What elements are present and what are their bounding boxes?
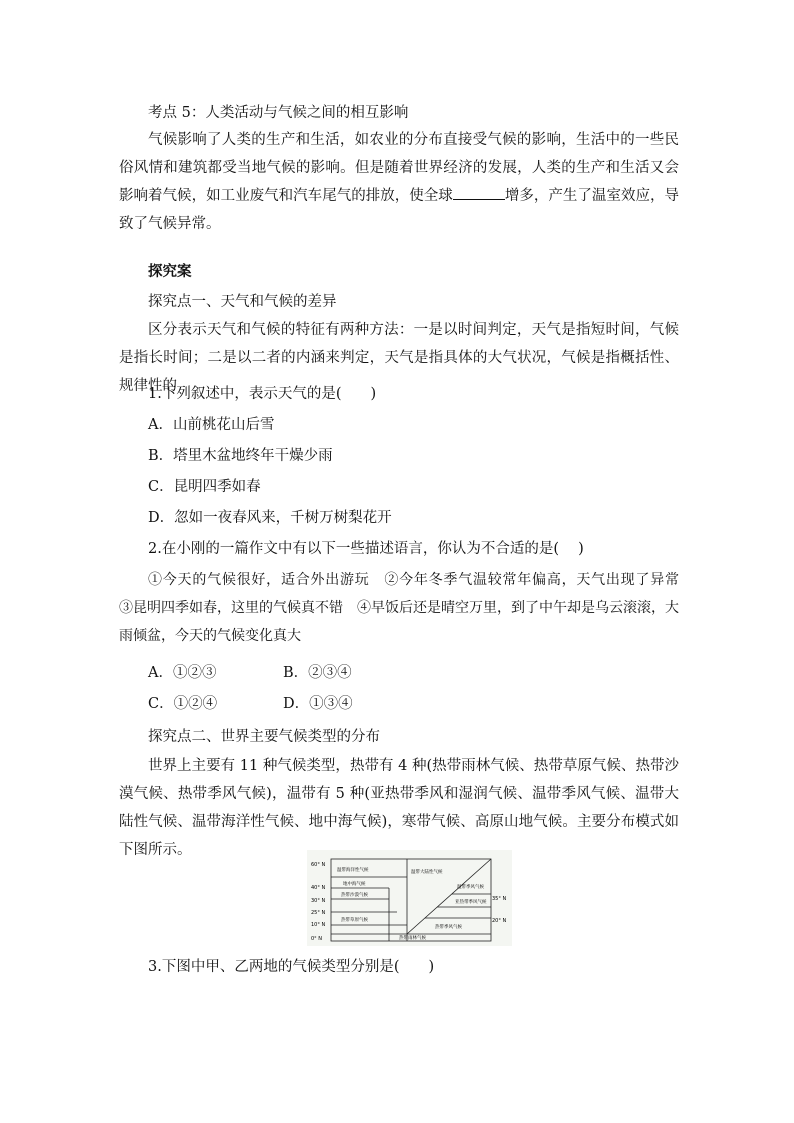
q2-stem: 2.在小刚的一篇作文中有以下一些描述语言，你认为不合适的是( ) [148, 541, 584, 557]
q1-option-d[interactable]: D．忽如一夜春风来，千树万树梨花开 [148, 510, 392, 526]
section5-heading: 考点 5：人类活动与气候之间的相互影响 [148, 105, 409, 121]
q2-options-row1 [148, 663, 216, 683]
lat-label-0: 0° N [311, 936, 323, 942]
inquiry-point2-text: 世界上主要有 11 种气候类型，热带有 4 种(热带雨林气候、热带草原气候、热带沙漠气候、热带季风气候)，温带有 5 种(亚热带季风和湿润气候、温带季风气候、温带大陆性气候、温带海洋性气候、地中海气候)，寒带气候、高原山地气候。主要分布模式如下图所示。 [119, 758, 679, 858]
inquiry-title: 探究案 [148, 263, 192, 280]
zone-tropical-monsoon: 热带季风气候 [435, 925, 462, 930]
lat-label-30: 30° N [311, 898, 326, 904]
q1-stem: 1.下列叙述中，表示天气的是( ) [148, 386, 377, 402]
lat-label-35-right: 35° N [492, 896, 507, 902]
inquiry-point1-text: 区分表示天气和气候的特征有两种方法：一是以时间判定，天气是指短时间，气候是指长时间；二是以二者的内涵来判定，天气是指具体的大气状况，气候是指概括性、规律性的 [119, 322, 679, 394]
climate-distribution-diagram [307, 850, 512, 946]
q3-stem: 3.下图中甲、乙两地的气候类型分别是( ) [148, 959, 435, 975]
inquiry-point2-heading: 探究点二、世界主要气候类型的分布 [148, 729, 380, 745]
q1-option-c[interactable]: C．昆明四季如春 [148, 479, 261, 495]
q2-option-c[interactable]: C．①②④ [148, 696, 218, 712]
lat-label-20-right: 20° N [492, 918, 507, 924]
answer-blank[interactable] [453, 185, 505, 200]
lat-label-40: 40° N [311, 885, 326, 891]
section5-paragraph [119, 126, 679, 238]
q1-option-a[interactable]: A．山前桃花山后雪 [148, 417, 275, 433]
zone-temperate-monsoon: 温带季风气候 [457, 885, 484, 890]
section5-text-1: 气候影响了人类的生产和生活，如农业的分布直接受气候的影响，生活中的一些民俗风情和建筑都受当地气候的影响。但是随着世界经济的发展，人类的生产和生活又会影响着气候，如工业废气和汽车尾气的排放，使全球 [119, 132, 679, 204]
inquiry-point1-heading: 探究点一、天气和气候的差异 [148, 294, 337, 310]
zone-subtropical-monsoon: 亚热带季风气候 [455, 900, 487, 905]
zone-tropical-savanna: 热带草原气候 [341, 918, 368, 923]
q1-option-b[interactable]: B．塔里木盆地终年干燥少雨 [148, 448, 333, 464]
q2-body: ①今天的气候很好，适合外出游玩 ②今年冬季气温较常年偏高，天气出现了异常 ③昆明四季如春，这里的气候真不错 ④早饭后还是晴空万里，到了中午却是乌云滚滚，大雨倾盆，今天的气候变化真大 [119, 572, 693, 644]
lat-label-25: 25° N [311, 910, 326, 916]
zone-tropical-rainforest: 热带雨林气候 [399, 936, 426, 941]
zone-temperate-maritime: 温带海洋性气候 [337, 868, 369, 873]
zone-mediterranean: 地中海气候 [343, 882, 366, 887]
zone-temperate-continental: 温带大陆性气候 [411, 870, 443, 875]
q2-option-b[interactable]: B．②③④ [283, 665, 352, 681]
section5-text-2: 增多，产生了温室效应，导致了气候异常。 [119, 188, 679, 232]
lat-label-60: 60° N [311, 862, 326, 868]
q2-option-a[interactable]: A．①②③ [148, 665, 217, 681]
q2-option-d[interactable]: D．①③④ [283, 696, 353, 712]
lat-label-10: 10° N [311, 922, 326, 928]
zone-tropical-desert: 热带沙漠气候 [341, 893, 368, 898]
